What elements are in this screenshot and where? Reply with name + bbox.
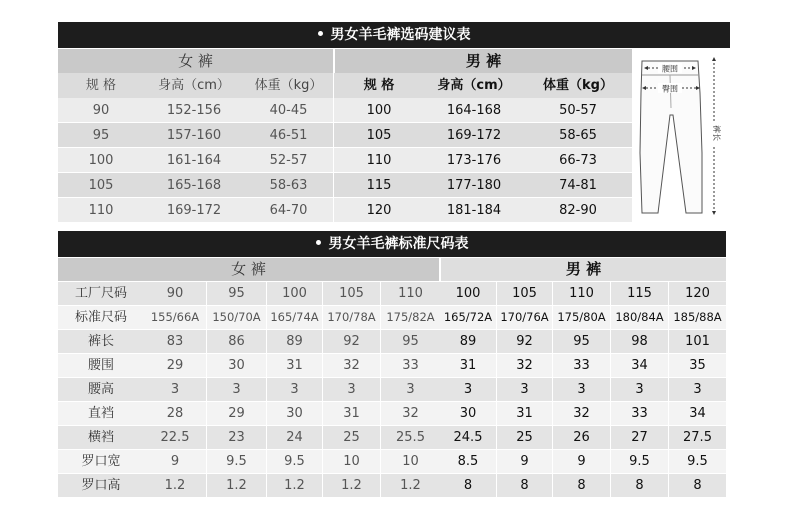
table-cell: 155/66A	[144, 306, 206, 329]
table-cell: 1.2	[381, 474, 440, 497]
table-cell: 181-184	[424, 198, 524, 222]
size-guide-title: 男女羊毛裤选码建议表	[330, 27, 471, 43]
table-cell: 105	[58, 173, 144, 197]
table-cell: 105	[323, 282, 380, 305]
table-cell: 25.5	[381, 426, 440, 449]
size-guide-title-bar	[58, 22, 730, 48]
table-cell: 115	[334, 173, 424, 197]
table-cell: 27.5	[669, 426, 726, 449]
female-header: 女 裤	[58, 258, 439, 281]
table-cell: 98	[611, 330, 668, 353]
table-cell: 27	[611, 426, 668, 449]
table-cell: 92	[497, 330, 552, 353]
table-cell: 169-172	[144, 198, 244, 222]
table-cell: 33	[381, 354, 440, 377]
table-cell: 152-156	[144, 98, 244, 122]
table-cell: 177-180	[424, 173, 524, 197]
table-cell: 52-57	[244, 148, 333, 172]
table-cell: 89	[440, 330, 496, 353]
table-cell: 8.5	[440, 450, 496, 473]
trousers-diagram-svg	[636, 53, 728, 219]
table-cell: 92	[323, 330, 380, 353]
table-cell: 1.2	[323, 474, 380, 497]
table-cell: 157-160	[144, 123, 244, 147]
column-header: 规 格	[334, 73, 424, 98]
table-cell: 74-81	[524, 173, 632, 197]
table-cell: 25	[323, 426, 380, 449]
table-cell: 9.5	[207, 450, 266, 473]
table-cell: 100	[440, 282, 496, 305]
table-cell: 30	[207, 354, 266, 377]
bullet-icon	[318, 31, 323, 36]
table-cell: 31	[497, 402, 552, 425]
column-header: 规 格	[58, 73, 144, 98]
table-cell: 9	[553, 450, 610, 473]
row-label: 腰高	[58, 378, 144, 401]
table-cell: 105	[497, 282, 552, 305]
table-cell: 9.5	[611, 450, 668, 473]
table-cell: 35	[669, 354, 726, 377]
table-cell: 10	[381, 450, 440, 473]
table-cell: 50-57	[524, 98, 632, 122]
table-cell: 33	[611, 402, 668, 425]
table-cell: 40-45	[244, 98, 333, 122]
table-cell: 170/76A	[497, 306, 552, 329]
table-cell: 29	[207, 402, 266, 425]
length-label: 裤长	[712, 125, 721, 141]
table-cell: 110	[334, 148, 424, 172]
table-cell: 29	[144, 354, 206, 377]
table-cell: 89	[267, 330, 322, 353]
column-header: 身高（cm）	[144, 73, 244, 98]
table-cell: 115	[611, 282, 668, 305]
table-cell: 1.2	[267, 474, 322, 497]
table-cell: 3	[381, 378, 440, 401]
table-cell: 34	[669, 402, 726, 425]
trousers-diagram	[636, 53, 728, 219]
table-cell: 8	[669, 474, 726, 497]
table-cell: 58-63	[244, 173, 333, 197]
table-cell: 86	[207, 330, 266, 353]
male-header: 男 裤	[335, 49, 632, 73]
table-cell: 32	[323, 354, 380, 377]
table-cell: 30	[440, 402, 496, 425]
row-label: 直裆	[58, 402, 144, 425]
column-header: 体重（kg）	[524, 73, 632, 98]
female-header: 女 裤	[58, 49, 333, 73]
table-cell: 1.2	[144, 474, 206, 497]
table-cell: 3	[497, 378, 552, 401]
table-cell: 64-70	[244, 198, 333, 222]
hip-label: 臀围	[662, 84, 678, 94]
table-cell: 8	[440, 474, 496, 497]
standard-size-title-bar	[58, 231, 726, 257]
table-cell: 9	[144, 450, 206, 473]
table-cell: 10	[323, 450, 380, 473]
bullet-icon	[316, 240, 321, 245]
table-cell: 110	[553, 282, 610, 305]
table-cell: 31	[440, 354, 496, 377]
table-cell: 9.5	[669, 450, 726, 473]
table-cell: 3	[553, 378, 610, 401]
table-cell: 31	[267, 354, 322, 377]
table-cell: 105	[334, 123, 424, 147]
table-cell: 161-164	[144, 148, 244, 172]
table-cell: 9.5	[267, 450, 322, 473]
table-cell: 100	[334, 98, 424, 122]
table-cell: 150/70A	[207, 306, 266, 329]
column-header: 身高（cm）	[424, 73, 524, 98]
table-cell: 26	[553, 426, 610, 449]
table-cell: 32	[497, 354, 552, 377]
table-cell: 100	[58, 148, 144, 172]
male-header: 男 裤	[441, 258, 726, 281]
table-cell: 3	[611, 378, 668, 401]
table-cell: 23	[207, 426, 266, 449]
table-cell: 24	[267, 426, 322, 449]
table-cell: 82-90	[524, 198, 632, 222]
table-cell: 95	[207, 282, 266, 305]
table-cell: 120	[334, 198, 424, 222]
table-cell: 110	[381, 282, 440, 305]
table-cell: 31	[323, 402, 380, 425]
table-cell: 3	[440, 378, 496, 401]
table-cell: 185/88A	[669, 306, 726, 329]
table-cell: 32	[381, 402, 440, 425]
table-cell: 100	[267, 282, 322, 305]
table-cell: 180/84A	[611, 306, 668, 329]
row-label: 罗口宽	[58, 450, 144, 473]
row-label: 工厂尺码	[58, 282, 144, 305]
table-cell: 95	[553, 330, 610, 353]
table-cell: 101	[669, 330, 726, 353]
table-cell: 90	[144, 282, 206, 305]
table-cell: 165-168	[144, 173, 244, 197]
waist-label: 腰围	[662, 64, 678, 74]
table-cell: 24.5	[440, 426, 496, 449]
table-cell: 3	[669, 378, 726, 401]
table-cell: 170/78A	[323, 306, 380, 329]
table-cell: 173-176	[424, 148, 524, 172]
table-cell: 165/72A	[440, 306, 496, 329]
table-cell: 25	[497, 426, 552, 449]
table-cell: 30	[267, 402, 322, 425]
table-cell: 58-65	[524, 123, 632, 147]
table-cell: 9	[497, 450, 552, 473]
row-label: 裤长	[58, 330, 144, 353]
table-cell: 22.5	[144, 426, 206, 449]
table-cell: 46-51	[244, 123, 333, 147]
table-cell: 175/82A	[381, 306, 440, 329]
row-label: 腰围	[58, 354, 144, 377]
table-cell: 8	[497, 474, 552, 497]
table-cell: 34	[611, 354, 668, 377]
table-cell: 95	[381, 330, 440, 353]
table-cell: 32	[553, 402, 610, 425]
row-label: 横裆	[58, 426, 144, 449]
table-cell: 33	[553, 354, 610, 377]
table-cell: 95	[58, 123, 144, 147]
table-cell: 3	[323, 378, 380, 401]
table-cell: 164-168	[424, 98, 524, 122]
table-cell: 8	[553, 474, 610, 497]
table-cell: 3	[144, 378, 206, 401]
table-cell: 8	[611, 474, 668, 497]
table-cell: 90	[58, 98, 144, 122]
table-cell: 169-172	[424, 123, 524, 147]
table-cell: 120	[669, 282, 726, 305]
row-label: 标准尺码	[58, 306, 144, 329]
table-cell: 1.2	[207, 474, 266, 497]
row-label: 罗口高	[58, 474, 144, 497]
table-cell: 165/74A	[267, 306, 322, 329]
table-cell: 3	[207, 378, 266, 401]
standard-size-title: 男女羊毛裤标准尺码表	[328, 236, 469, 252]
table-cell: 28	[144, 402, 206, 425]
table-cell: 83	[144, 330, 206, 353]
table-cell: 3	[267, 378, 322, 401]
column-header: 体重（kg）	[244, 73, 333, 98]
table-cell: 110	[58, 198, 144, 222]
table-cell: 66-73	[524, 148, 632, 172]
table-cell: 175/80A	[553, 306, 610, 329]
